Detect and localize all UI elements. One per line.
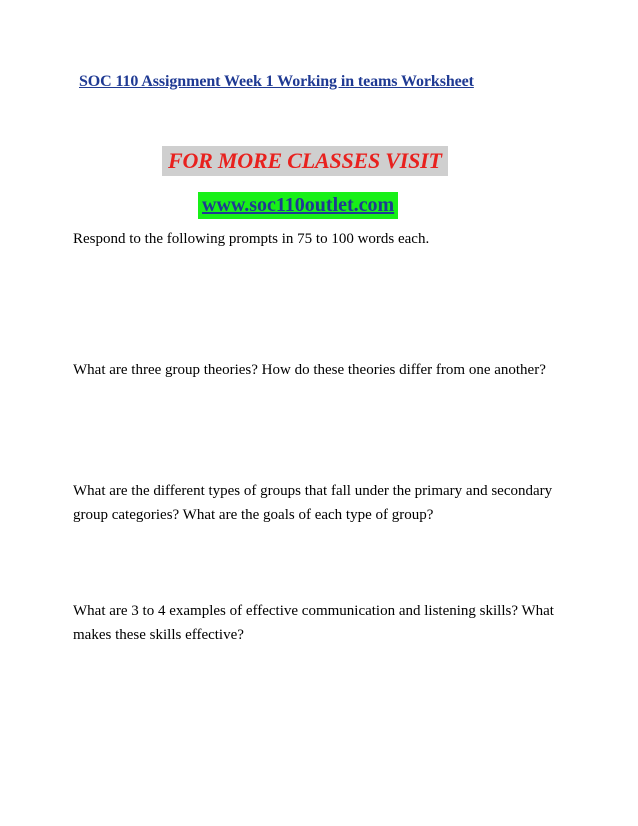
question-1: What are three group theories? How do these theories differ from one another? (73, 362, 546, 378)
promo-url-link[interactable]: www.soc110outlet.com (198, 192, 398, 219)
intro-paragraph: Respond to the following prompts in 75 to 100 words each. (73, 231, 430, 247)
document-title-link[interactable]: SOC 110 Assignment Week 1 Working in teams Worksheet (79, 73, 474, 90)
promo-heading: FOR MORE CLASSES VISIT (162, 146, 448, 176)
question-3: What are 3 to 4 examples of effective communication and listening skills? What makes these skills effective? (73, 603, 554, 643)
question-2: What are the different types of groups that fall under the primary and secondary group categories? What are the goals of each type of group? (73, 483, 553, 523)
